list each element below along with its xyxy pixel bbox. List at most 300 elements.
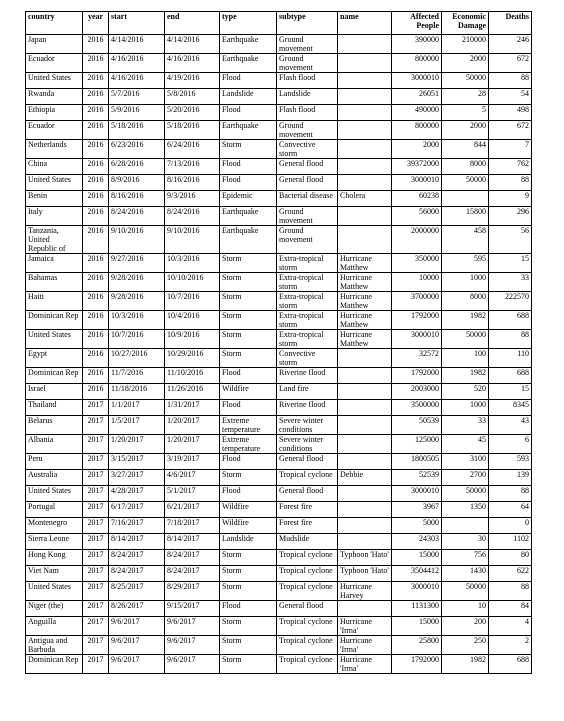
cell-name: Typhoon 'Hato': [338, 566, 392, 582]
table-row: [26, 368, 532, 384]
cell-subtype: Convective storm: [277, 140, 338, 159]
cell-economic-damage: 1982: [442, 655, 489, 674]
cell-deaths: 296: [489, 207, 532, 226]
cell-type: Storm: [220, 617, 277, 636]
cell-name: Hurricane Matthew: [338, 254, 392, 273]
cell-affected-people: 490000: [392, 105, 442, 121]
cell-subtype: Riverine flood: [277, 400, 338, 416]
cell-subtype: General flood: [277, 486, 338, 502]
cell-year: 2017: [83, 566, 109, 582]
cell-subtype: General flood: [277, 159, 338, 175]
table-row: [26, 226, 532, 254]
col-header-type: type: [220, 12, 277, 35]
table-row: [26, 254, 532, 273]
cell-subtype: Flash flood: [277, 105, 338, 121]
cell-economic-damage: 1000: [442, 273, 489, 292]
table-row: [26, 292, 532, 311]
cell-deaths: 222570: [489, 292, 532, 311]
cell-type: Earthquake: [220, 207, 277, 226]
cell-economic-damage: 458: [442, 226, 489, 254]
cell-type: Flood: [220, 73, 277, 89]
cell-name: [338, 54, 392, 73]
cell-affected-people: 26051: [392, 89, 442, 105]
table-row: [26, 140, 532, 159]
cell-type: Extreme temperature: [220, 435, 277, 454]
cell-economic-damage: 33: [442, 416, 489, 435]
cell-economic-damage: 1982: [442, 368, 489, 384]
table-row: [26, 273, 532, 292]
cell-name: [338, 416, 392, 435]
cell-start: 9/6/2017: [109, 617, 165, 636]
cell-subtype: Severe winter conditions: [277, 416, 338, 435]
cell-deaths: 88: [489, 175, 532, 191]
cell-economic-damage: 2000: [442, 54, 489, 73]
cell-economic-damage: [442, 191, 489, 207]
cell-economic-damage: 30: [442, 534, 489, 550]
cell-name: Cholera: [338, 191, 392, 207]
cell-start: 8/26/2017: [109, 601, 165, 617]
cell-subtype: Bacterial disease: [277, 191, 338, 207]
cell-deaths: 88: [489, 73, 532, 89]
cell-subtype: Extra-tropical storm: [277, 273, 338, 292]
table-row: [26, 175, 532, 191]
cell-name: [338, 207, 392, 226]
cell-subtype: Ground movement: [277, 207, 338, 226]
cell-subtype: Tropical cyclone: [277, 636, 338, 655]
cell-deaths: 8345: [489, 400, 532, 416]
table-row: [26, 191, 532, 207]
cell-year: 2016: [83, 121, 109, 140]
cell-name: [338, 502, 392, 518]
cell-year: 2017: [83, 655, 109, 674]
cell-end: 9/6/2017: [165, 617, 220, 636]
cell-start: 4/16/2016: [109, 54, 165, 73]
cell-subtype: Convective storm: [277, 349, 338, 368]
cell-subtype: General flood: [277, 454, 338, 470]
cell-subtype: Forest fire: [277, 518, 338, 534]
cell-name: [338, 384, 392, 400]
cell-deaths: 139: [489, 470, 532, 486]
cell-economic-damage: 520: [442, 384, 489, 400]
cell-affected-people: 56000: [392, 207, 442, 226]
cell-type: Wildfire: [220, 518, 277, 534]
table-row: [26, 349, 532, 368]
cell-end: 8/24/2017: [165, 566, 220, 582]
cell-year: 2016: [83, 254, 109, 273]
cell-subtype: General flood: [277, 601, 338, 617]
cell-name: Hurricane Matthew: [338, 311, 392, 330]
cell-year: 2016: [83, 368, 109, 384]
table-row: [26, 550, 532, 566]
cell-name: Debbie: [338, 470, 392, 486]
cell-start: 9/28/2016: [109, 273, 165, 292]
cell-subtype: Tropical cyclone: [277, 582, 338, 601]
cell-type: Flood: [220, 400, 277, 416]
cell-economic-damage: 10: [442, 601, 489, 617]
cell-country: Antigua and Barbuda: [26, 636, 83, 655]
cell-start: 11/7/2016: [109, 368, 165, 384]
cell-deaths: 246: [489, 35, 532, 54]
cell-name: [338, 486, 392, 502]
col-header-end: end: [165, 12, 220, 35]
cell-year: 2016: [83, 140, 109, 159]
cell-deaths: 15: [489, 254, 532, 273]
cell-affected-people: 3000010: [392, 486, 442, 502]
cell-end: 6/24/2016: [165, 140, 220, 159]
cell-deaths: 672: [489, 121, 532, 140]
table-row: [26, 311, 532, 330]
cell-name: [338, 518, 392, 534]
cell-type: Landslide: [220, 89, 277, 105]
cell-subtype: Extra-tropical storm: [277, 330, 338, 349]
cell-start: 4/28/2017: [109, 486, 165, 502]
cell-year: 2016: [83, 175, 109, 191]
cell-start: 8/14/2017: [109, 534, 165, 550]
cell-end: 1/20/2017: [165, 416, 220, 435]
col-header-subtype: subtype: [277, 12, 338, 35]
cell-name: Typhoon 'Hato': [338, 550, 392, 566]
cell-country: Benin: [26, 191, 83, 207]
cell-economic-damage: 100: [442, 349, 489, 368]
cell-economic-damage: 50000: [442, 486, 489, 502]
cell-end: 6/21/2017: [165, 502, 220, 518]
cell-subtype: Flash flood: [277, 73, 338, 89]
cell-affected-people: 60238: [392, 191, 442, 207]
cell-year: 2017: [83, 416, 109, 435]
cell-name: [338, 349, 392, 368]
cell-economic-damage: 28: [442, 89, 489, 105]
cell-year: 2016: [83, 159, 109, 175]
cell-start: 9/10/2016: [109, 226, 165, 254]
cell-name: [338, 601, 392, 617]
cell-economic-damage: 8000: [442, 292, 489, 311]
cell-subtype: Tropical cyclone: [277, 566, 338, 582]
cell-deaths: 9: [489, 191, 532, 207]
cell-country: Belarus: [26, 416, 83, 435]
cell-economic-damage: 5: [442, 105, 489, 121]
cell-deaths: 56: [489, 226, 532, 254]
cell-year: 2017: [83, 534, 109, 550]
cell-economic-damage: 1000: [442, 400, 489, 416]
cell-deaths: 688: [489, 311, 532, 330]
cell-deaths: 64: [489, 502, 532, 518]
table-row: [26, 502, 532, 518]
cell-affected-people: 24303: [392, 534, 442, 550]
cell-subtype: Tropical cyclone: [277, 550, 338, 566]
table-row: [26, 566, 532, 582]
cell-affected-people: 39372000: [392, 159, 442, 175]
table-row: [26, 384, 532, 400]
cell-type: Extreme temperature: [220, 416, 277, 435]
cell-start: 3/27/2017: [109, 470, 165, 486]
table-row: [26, 435, 532, 454]
cell-year: 2016: [83, 349, 109, 368]
cell-start: 8/25/2017: [109, 582, 165, 601]
cell-affected-people: 1131300: [392, 601, 442, 617]
cell-country: Dominican Rep: [26, 368, 83, 384]
cell-subtype: Tropical cyclone: [277, 617, 338, 636]
cell-affected-people: 2003000: [392, 384, 442, 400]
cell-affected-people: 3000010: [392, 582, 442, 601]
cell-type: Flood: [220, 454, 277, 470]
cell-year: 2016: [83, 273, 109, 292]
cell-affected-people: 3504412: [392, 566, 442, 582]
cell-start: 6/28/2016: [109, 159, 165, 175]
table-row: [26, 518, 532, 534]
cell-deaths: 88: [489, 330, 532, 349]
cell-year: 2017: [83, 400, 109, 416]
cell-affected-people: 2000000: [392, 226, 442, 254]
cell-economic-damage: 15800: [442, 207, 489, 226]
cell-affected-people: 390000: [392, 35, 442, 54]
col-header-start: start: [109, 12, 165, 35]
col-header-name: name: [338, 12, 392, 35]
table-row: [26, 636, 532, 655]
cell-type: Flood: [220, 486, 277, 502]
cell-type: Flood: [220, 368, 277, 384]
cell-type: Wildfire: [220, 502, 277, 518]
cell-country: Tanzania, United Republic of: [26, 226, 83, 254]
cell-year: 2016: [83, 89, 109, 105]
cell-country: United States: [26, 582, 83, 601]
cell-name: Hurricane Harvey: [338, 582, 392, 601]
cell-end: 5/8/2016: [165, 89, 220, 105]
table-row: [26, 454, 532, 470]
cell-subtype: Landslide: [277, 89, 338, 105]
cell-deaths: 2: [489, 636, 532, 655]
cell-end: 9/15/2017: [165, 601, 220, 617]
cell-end: 10/7/2016: [165, 292, 220, 311]
table-row: [26, 105, 532, 121]
cell-start: 9/6/2017: [109, 655, 165, 674]
cell-start: 9/27/2016: [109, 254, 165, 273]
cell-name: Hurricane Matthew: [338, 273, 392, 292]
cell-end: 1/20/2017: [165, 435, 220, 454]
cell-year: 2016: [83, 207, 109, 226]
cell-year: 2017: [83, 550, 109, 566]
cell-name: [338, 140, 392, 159]
cell-deaths: 622: [489, 566, 532, 582]
cell-start: 1/20/2017: [109, 435, 165, 454]
cell-end: 3/19/2017: [165, 454, 220, 470]
cell-start: 6/17/2017: [109, 502, 165, 518]
cell-end: 5/20/2016: [165, 105, 220, 121]
table-row: [26, 207, 532, 226]
cell-year: 2017: [83, 582, 109, 601]
cell-affected-people: 50539: [392, 416, 442, 435]
cell-year: 2017: [83, 486, 109, 502]
cell-type: Earthquake: [220, 54, 277, 73]
cell-year: 2016: [83, 226, 109, 254]
cell-economic-damage: 200: [442, 617, 489, 636]
cell-affected-people: 10000: [392, 273, 442, 292]
cell-country: China: [26, 159, 83, 175]
cell-country: Haiti: [26, 292, 83, 311]
cell-end: 5/1/2017: [165, 486, 220, 502]
cell-deaths: 43: [489, 416, 532, 435]
cell-country: Montenegro: [26, 518, 83, 534]
cell-year: 2016: [83, 330, 109, 349]
cell-name: [338, 368, 392, 384]
cell-year: 2017: [83, 636, 109, 655]
cell-start: 8/16/2016: [109, 191, 165, 207]
cell-deaths: 1102: [489, 534, 532, 550]
cell-type: Storm: [220, 311, 277, 330]
cell-year: 2017: [83, 454, 109, 470]
cell-deaths: 498: [489, 105, 532, 121]
cell-deaths: 110: [489, 349, 532, 368]
cell-end: 9/3/2016: [165, 191, 220, 207]
disaster-table: [25, 11, 532, 674]
cell-end: 8/16/2016: [165, 175, 220, 191]
cell-name: [338, 35, 392, 54]
cell-country: Israel: [26, 384, 83, 400]
cell-year: 2017: [83, 470, 109, 486]
cell-deaths: 688: [489, 655, 532, 674]
table-row: [26, 470, 532, 486]
cell-type: Storm: [220, 636, 277, 655]
cell-affected-people: 3000010: [392, 330, 442, 349]
cell-country: Anguilla: [26, 617, 83, 636]
cell-affected-people: 15000: [392, 550, 442, 566]
cell-country: Ecuador: [26, 121, 83, 140]
cell-start: 8/9/2016: [109, 175, 165, 191]
cell-country: Portugal: [26, 502, 83, 518]
cell-name: Hurricane 'Irma': [338, 636, 392, 655]
cell-deaths: 33: [489, 273, 532, 292]
cell-economic-damage: 210000: [442, 35, 489, 54]
cell-name: [338, 159, 392, 175]
cell-economic-damage: 2000: [442, 121, 489, 140]
cell-end: 8/29/2017: [165, 582, 220, 601]
cell-start: 9/6/2017: [109, 636, 165, 655]
cell-deaths: 54: [489, 89, 532, 105]
cell-affected-people: 350000: [392, 254, 442, 273]
cell-name: [338, 175, 392, 191]
cell-country: Rwanda: [26, 89, 83, 105]
cell-end: 9/6/2017: [165, 655, 220, 674]
cell-start: 10/3/2016: [109, 311, 165, 330]
cell-economic-damage: 844: [442, 140, 489, 159]
table-body: [26, 35, 532, 674]
cell-type: Epidemic: [220, 191, 277, 207]
cell-type: Landslide: [220, 534, 277, 550]
document-page: [25, 11, 532, 674]
cell-country: Australia: [26, 470, 83, 486]
cell-type: Storm: [220, 655, 277, 674]
cell-year: 2016: [83, 105, 109, 121]
cell-type: Flood: [220, 601, 277, 617]
cell-year: 2017: [83, 435, 109, 454]
cell-end: 10/10/2016: [165, 273, 220, 292]
cell-year: 2017: [83, 601, 109, 617]
cell-deaths: 7: [489, 140, 532, 159]
cell-start: 1/5/2017: [109, 416, 165, 435]
cell-start: 9/28/2016: [109, 292, 165, 311]
cell-deaths: 6: [489, 435, 532, 454]
cell-subtype: Extra-tropical storm: [277, 292, 338, 311]
col-header-country: country: [26, 12, 83, 35]
cell-country: Ecuador: [26, 54, 83, 73]
cell-subtype: Extra-tropical storm: [277, 311, 338, 330]
cell-economic-damage: 756: [442, 550, 489, 566]
cell-affected-people: 3000010: [392, 175, 442, 191]
col-header-economic-damage: Economic Damage: [442, 12, 489, 35]
cell-subtype: Severe winter conditions: [277, 435, 338, 454]
cell-end: 10/4/2016: [165, 311, 220, 330]
cell-type: Storm: [220, 140, 277, 159]
cell-start: 5/7/2016: [109, 89, 165, 105]
cell-country: Ethiopia: [26, 105, 83, 121]
table-row: [26, 73, 532, 89]
cell-affected-people: 1792000: [392, 368, 442, 384]
cell-deaths: 84: [489, 601, 532, 617]
cell-affected-people: 1792000: [392, 311, 442, 330]
cell-affected-people: 25800: [392, 636, 442, 655]
cell-year: 2016: [83, 191, 109, 207]
cell-start: 8/24/2017: [109, 566, 165, 582]
cell-country: Japan: [26, 35, 83, 54]
cell-affected-people: 800000: [392, 54, 442, 73]
cell-affected-people: 1800505: [392, 454, 442, 470]
table-row: [26, 35, 532, 54]
cell-country: United States: [26, 486, 83, 502]
cell-subtype: Ground movement: [277, 121, 338, 140]
cell-affected-people: 125000: [392, 435, 442, 454]
cell-deaths: 0: [489, 518, 532, 534]
cell-type: Storm: [220, 550, 277, 566]
cell-economic-damage: [442, 518, 489, 534]
cell-type: Flood: [220, 159, 277, 175]
cell-country: United States: [26, 73, 83, 89]
cell-name: [338, 435, 392, 454]
cell-economic-damage: 8000: [442, 159, 489, 175]
cell-name: Hurricane Matthew: [338, 292, 392, 311]
table-row: [26, 486, 532, 502]
cell-country: Bahamas: [26, 273, 83, 292]
cell-end: 8/24/2016: [165, 207, 220, 226]
cell-start: 8/24/2017: [109, 550, 165, 566]
cell-country: United States: [26, 175, 83, 191]
cell-subtype: General flood: [277, 175, 338, 191]
cell-start: 10/27/2016: [109, 349, 165, 368]
cell-deaths: 88: [489, 582, 532, 601]
cell-economic-damage: 50000: [442, 175, 489, 191]
cell-type: Storm: [220, 292, 277, 311]
cell-start: 6/23/2016: [109, 140, 165, 159]
cell-start: 4/16/2016: [109, 73, 165, 89]
table-row: [26, 617, 532, 636]
cell-name: [338, 105, 392, 121]
cell-name: [338, 534, 392, 550]
cell-end: 11/26/2016: [165, 384, 220, 400]
cell-subtype: Mudslide: [277, 534, 338, 550]
cell-start: 3/15/2017: [109, 454, 165, 470]
cell-subtype: Forest fire: [277, 502, 338, 518]
cell-deaths: 688: [489, 368, 532, 384]
cell-economic-damage: 595: [442, 254, 489, 273]
cell-end: 9/10/2016: [165, 226, 220, 254]
cell-name: Hurricane 'Irma': [338, 655, 392, 674]
cell-subtype: Tropical cyclone: [277, 655, 338, 674]
cell-type: Flood: [220, 105, 277, 121]
cell-economic-damage: 1982: [442, 311, 489, 330]
table-row: [26, 582, 532, 601]
cell-type: Storm: [220, 273, 277, 292]
cell-type: Storm: [220, 349, 277, 368]
cell-start: 4/14/2016: [109, 35, 165, 54]
cell-year: 2016: [83, 73, 109, 89]
